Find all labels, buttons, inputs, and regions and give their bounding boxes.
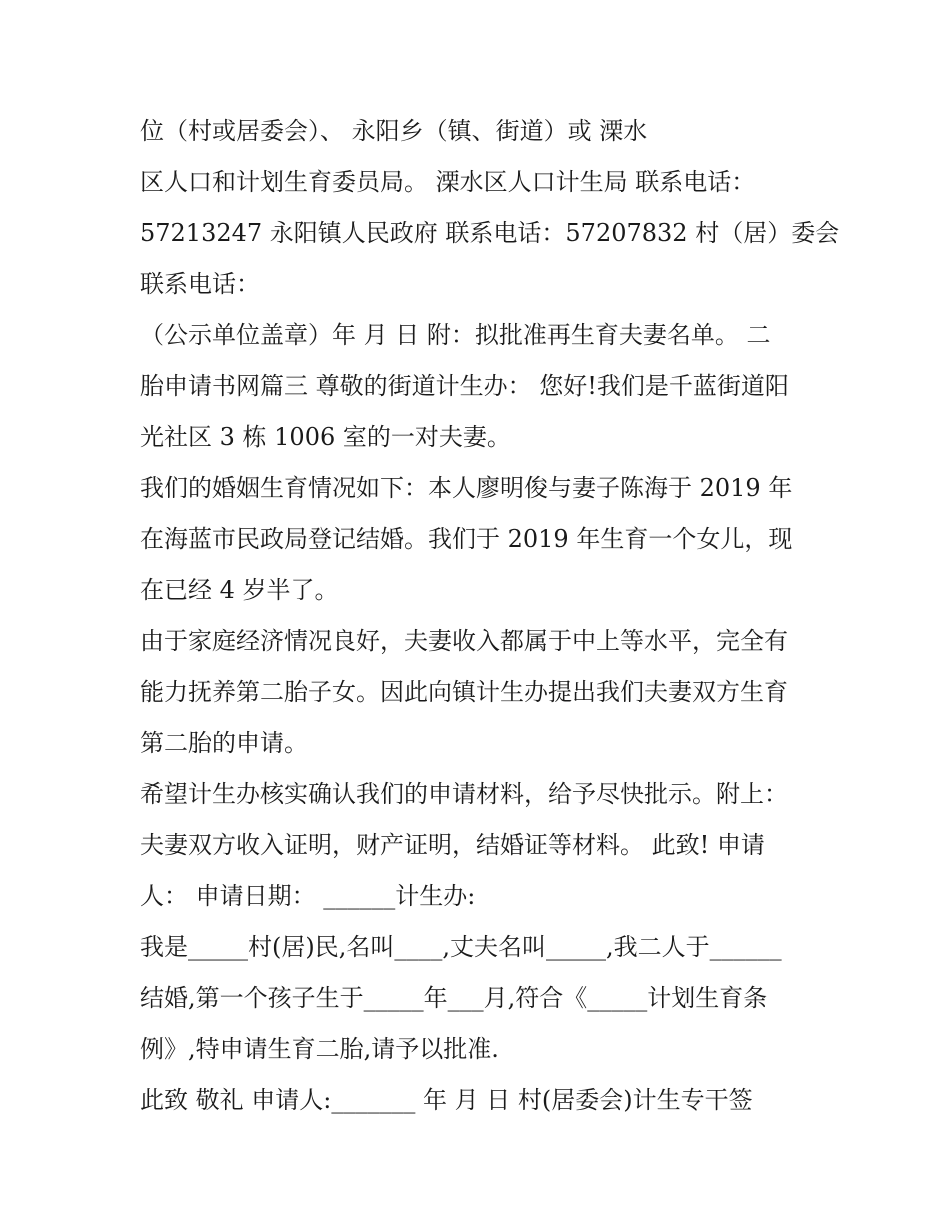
text-line-3: 57213247 永阳镇人民政府 联系电话：57207832 村（居）委会 (140, 219, 840, 247)
text-line-9: 在海蓝市民政局登记结婚。我们于 2019 年生育一个女儿，现 (140, 525, 793, 553)
text-line-13: 第二胎的申请。 (140, 729, 308, 757)
text-line-12: 能力抚养第二胎子女。因此向镇计生办提出我们夫妻双方生育 (140, 678, 788, 706)
text-line-6: 胎申请书网篇三 尊敬的街道计生办： 您好!我们是千蓝街道阳 (140, 372, 789, 400)
text-line-15: 夫妻双方收入证明，财产证明，结婚证等材料。 此致! 申请 (140, 831, 765, 859)
text-line-17: 我是_____村(居)民,名叫____,丈夫名叫_____,我二人于______ (140, 933, 782, 961)
text-line-7: 光社区 3 栋 1006 室的一对夫妻。 (140, 423, 511, 451)
text-line-11: 由于家庭经济情况良好，夫妻收入都属于中上等水平，完全有 (140, 627, 788, 655)
text-line-5: （公示单位盖章）年 月 日 附：拟批准再生育夫妻名单。 二 (140, 321, 771, 349)
text-line-19: 例》,特申请生育二胎,请予以批准. (140, 1035, 499, 1063)
text-line-20: 此致 敬礼 申请人:_______ 年 月 日 村(居委会)计生专干签 (140, 1086, 753, 1114)
text-line-14: 希望计生办核实确认我们的申请材料，给予尽快批示。附上： (140, 780, 788, 808)
text-line-18: 结婚,第一个孩子生于_____年___月,符合《_____计划生育条 (140, 984, 768, 1012)
text-line-4: 联系电话： (140, 270, 260, 298)
text-line-8: 我们的婚姻生育情况如下：本人廖明俊与妻子陈海于 2019 年 (140, 474, 793, 502)
text-line-1: 位（村或居委会）、 永阳乡（镇、街道）或 溧水 (140, 117, 648, 145)
text-line-16: 人： 申请日期： ______计生办: (140, 882, 476, 910)
text-line-2: 区人口和计划生育委员局。 溧水区人口计生局 联系电话： (140, 168, 756, 196)
text-line-10: 在已经 4 岁半了。 (140, 576, 339, 604)
document-body (140, 106, 840, 1126)
